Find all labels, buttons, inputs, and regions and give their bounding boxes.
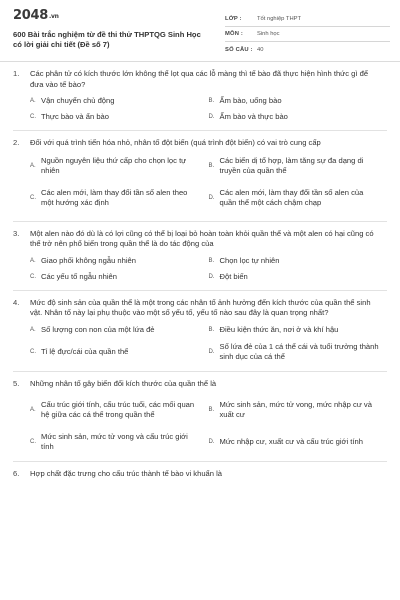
- option-c[interactable]: [30, 110, 209, 124]
- question-text: Hợp chất đặc trưng cho cấu trúc thành tế bào vi khuẩn là: [30, 469, 223, 478]
- option-d[interactable]: [209, 339, 388, 365]
- option-text: Nguồn nguyên liệu thứ cấp cho chọn lọc tự nhiên: [41, 155, 187, 175]
- option-letter: A.: [30, 257, 36, 264]
- option-text: Các yếu tố ngẫu nhiên: [41, 271, 117, 281]
- answer-options: [30, 153, 387, 215]
- option-letter: C.: [30, 348, 36, 355]
- option-letter: D.: [208, 194, 215, 201]
- option-a[interactable]: [30, 393, 209, 427]
- option-letter: C.: [30, 194, 36, 201]
- option-a[interactable]: [30, 254, 209, 268]
- question-stem: [13, 379, 387, 390]
- option-text: Mức sinh sản, mức tử vong, mức nhập cư và xuất cư: [219, 400, 372, 419]
- option-a[interactable]: [30, 153, 209, 179]
- option-b[interactable]: [209, 254, 388, 268]
- meta-value: Sinh học: [257, 31, 280, 37]
- question-stem: [13, 69, 387, 90]
- option-letter: B.: [208, 98, 215, 104]
- option-text: Đột biến: [219, 271, 248, 281]
- option-b[interactable]: [209, 153, 388, 179]
- option-b[interactable]: [209, 94, 388, 108]
- question-number: 2.: [13, 138, 20, 147]
- option-letter: C.: [30, 273, 36, 280]
- option-text: Số lượng con non của một lứa đẻ: [41, 324, 155, 334]
- option-d[interactable]: [209, 429, 388, 455]
- option-c[interactable]: [30, 270, 209, 284]
- question-1: [13, 62, 387, 131]
- logo-suffix: .vn: [48, 13, 59, 20]
- meta-label: MÔN :: [225, 31, 244, 37]
- option-d[interactable]: [209, 110, 388, 124]
- option-letter: C.: [30, 439, 36, 445]
- option-text: Mức nhập cư, xuất cư và cấu trúc giới tính: [219, 437, 363, 446]
- answer-options: [30, 323, 387, 365]
- option-text: Ẩm bào và thực bào: [219, 112, 288, 121]
- question-stem: [13, 298, 387, 319]
- question-stem: [13, 229, 387, 250]
- question-text: Một alen nào đó dù là có lợi cũng có thể bị loại bỏ hoàn toàn khỏi quần thể và một alen có hại cũng có thể trở nên phổ biến trong quần thể là do tác động của: [30, 228, 374, 248]
- option-d[interactable]: [209, 270, 388, 284]
- option-letter: D.: [208, 348, 215, 355]
- option-text: Điều kiện thức ăn, nơi ở và khí hậu: [219, 324, 339, 334]
- question-text: Các phân tử có kích thước lớn không thể lọt qua các lỗ màng thì tế bào đã thực hiện hình thức gì để đưa vào tế bào?: [30, 69, 369, 89]
- meta-value: Tốt nghiệp THPT: [257, 16, 302, 22]
- option-text: Vận chuyển chủ động: [41, 96, 115, 105]
- question-text: Những nhân tố gây biến đổi kích thước của quần thể là: [30, 378, 217, 388]
- question-number: 1.: [13, 69, 20, 78]
- option-text: Mức sinh sản, mức tử vong và cấu trúc giới tính: [41, 432, 188, 451]
- question-4: [13, 291, 387, 372]
- option-letter: B.: [208, 407, 215, 413]
- question-number: 3.: [13, 228, 20, 238]
- question-list: [0, 62, 400, 486]
- option-c[interactable]: [30, 429, 209, 455]
- option-letter: A.: [30, 326, 36, 333]
- question-number: 4.: [13, 297, 20, 307]
- option-text: Số lứa đẻ của 1 cá thể cái và tuổi trưởng thành sinh dục của cá thể: [219, 341, 379, 361]
- meta-row-question-count: [225, 42, 390, 57]
- question-6: [13, 462, 387, 486]
- option-a[interactable]: [30, 94, 209, 108]
- option-text: Các biến dị tổ hợp, làm tăng sự đa dạng di truyền của quần thể: [219, 155, 364, 175]
- option-letter: D.: [208, 273, 215, 280]
- answer-options: [30, 94, 387, 124]
- question-stem: [13, 469, 387, 480]
- meta-label: LỚP :: [225, 16, 242, 22]
- option-letter: A.: [30, 98, 36, 104]
- answer-options: [30, 393, 387, 455]
- document-header: [0, 0, 400, 62]
- option-b[interactable]: [209, 393, 388, 427]
- question-number: 5.: [13, 378, 20, 388]
- question-3: [13, 222, 387, 291]
- answer-options: [30, 254, 387, 284]
- option-text: Thực bào và ẩn bào: [41, 112, 109, 121]
- option-text: Ẩm bào, uống bào: [219, 96, 282, 105]
- option-letter: D.: [208, 439, 215, 445]
- meta-row-class: [225, 12, 390, 27]
- question-5: [13, 372, 387, 463]
- question-text: Đối với quá trình tiến hóa nhỏ, nhân tố đột biến (quá trình đột biến) có vai trò cung cấp: [30, 138, 321, 147]
- option-letter: A.: [30, 162, 36, 169]
- option-letter: B.: [208, 162, 215, 169]
- question-2: [13, 131, 387, 222]
- option-letter: D.: [208, 114, 215, 120]
- option-letter: A.: [30, 407, 36, 413]
- document-title: 600 Bài trắc nghiệm từ đề thi thử THPTQG Sinh Học có lời giải chi tiết (Đề số 7): [13, 30, 201, 49]
- question-stem: [13, 138, 387, 149]
- option-letter: C.: [30, 114, 36, 120]
- option-a[interactable]: [30, 323, 209, 337]
- meta-row-subject: [225, 27, 390, 42]
- option-c[interactable]: [30, 339, 209, 365]
- option-text: Các alen mới, làm thay đổi tần số alen theo một hướng xác định: [41, 187, 188, 207]
- option-letter: B.: [208, 326, 215, 333]
- option-text: Tỉ lệ đực/cái của quần thể: [41, 346, 129, 356]
- logo-text: 2048: [13, 8, 48, 23]
- option-d[interactable]: [209, 181, 388, 215]
- option-c[interactable]: [30, 181, 209, 215]
- option-text: Chọn lọc tự nhiên: [219, 255, 280, 265]
- option-letter: B.: [208, 257, 215, 264]
- document-meta: [225, 12, 390, 57]
- question-number: 6.: [13, 469, 20, 478]
- meta-label: SỐ CÂU :: [225, 46, 253, 53]
- option-text: Giao phối không ngẫu nhiên: [41, 255, 136, 265]
- option-text: Cấu trúc giới tính, cấu trúc tuổi, các mối quan hệ giữa các cá thể trong quần thể: [41, 400, 195, 419]
- meta-value: 40: [257, 46, 264, 53]
- option-text: Các alen mới, làm thay đổi tần số alen của quần thể một cách chậm chạp: [219, 187, 364, 207]
- option-b[interactable]: [209, 323, 388, 337]
- question-text: Mức độ sinh sản của quần thể là một trong các nhân tố ảnh hưởng đến kích thước của quần thể sinh vật. Nhân tố này lại phụ thuộc vào một số yếu tố, yếu tố nào sau đây là quan trọng nhất?: [30, 297, 371, 317]
